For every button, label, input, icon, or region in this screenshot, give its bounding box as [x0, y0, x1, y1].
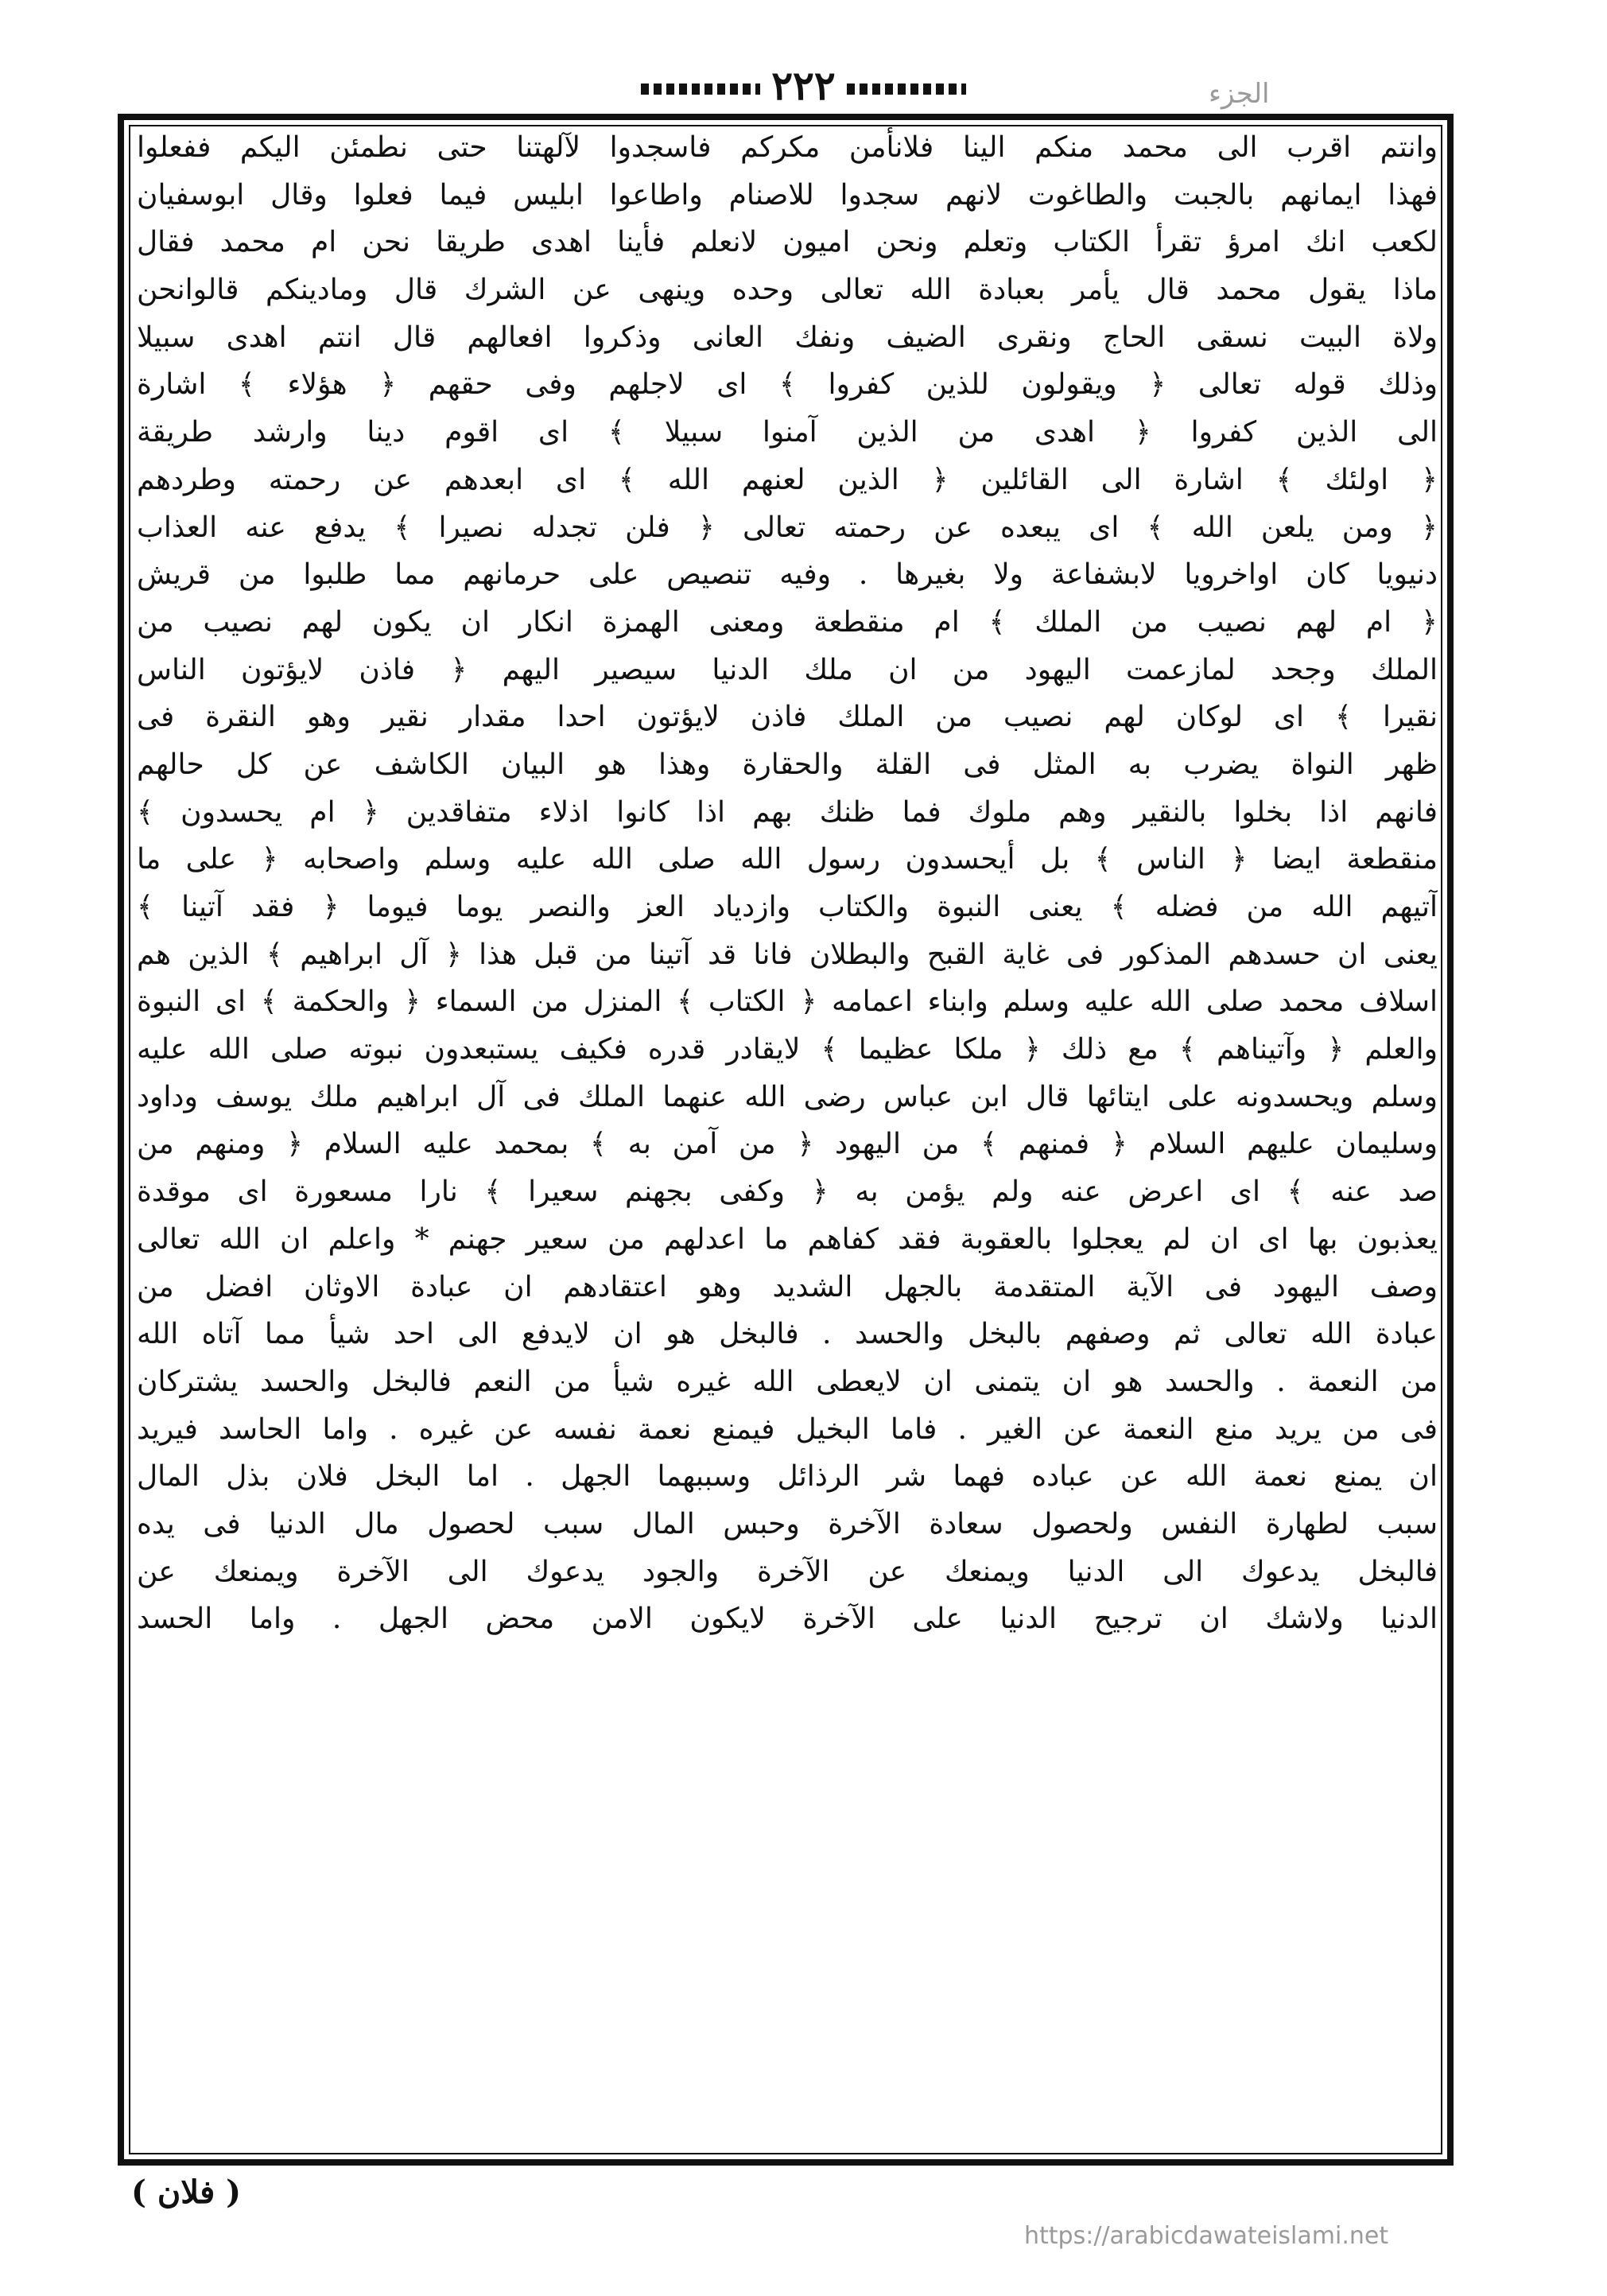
text-line: عبادة الله تعالى ثم وصفهم بالبخل والحسد . فالبخل هو ان لايدفع الى احد شيأ مما آتاه الله [137, 1318, 1438, 1351]
page-number [0, 62, 1607, 109]
text-line: ﴿ اولئك ﴾ اشارة الى القائلين ﴿ الذين لعنهم الله ﴾ اى ابعدهم عن رحمته وطردهم [137, 463, 1438, 496]
ornament-left-icon [641, 84, 760, 95]
text-line: لكعب انك امرؤ تقرأ الكتاب وتعلم ونحن اميون لانعلم فأينا اهدى طريقا نحن ام محمد فقال [137, 226, 1438, 259]
text-line: يعنى ان حسدهم المذكور فى غاية القبح والبطلان فانا قد آتينا من قبل هذا ﴿ آل ابراهيم ﴾ الذين هم [137, 938, 1438, 971]
text-line: وسليمان عليهم السلام ﴿ فمنهم ﴾ من اليهود ﴿ من آمن به ﴾ بمحمد عليه السلام ﴿ ومنهم من [137, 1128, 1438, 1161]
text-line: سبب لطهارة النفس ولحصول سعادة الآخرة وحبس المال سبب لحصول مال الدنيا فى يده [137, 1507, 1438, 1540]
text-line: وصف اليهود فى الآية المتقدمة بالجهل الشديد وهو اعتقادهم ان عبادة الاوثان افضل من [137, 1270, 1438, 1303]
text-line: الملك وجحد لمازعمت اليهود من ان ملك الدنيا سيصير اليهم ﴿ فاذن لايؤتون الناس [137, 653, 1438, 686]
text-line: فانهم اذا بخلوا بالنقير وهم ملوك فما ظنك بهم اذا كانوا اذلاء متفاقدين ﴿ ام يحسدون ﴾ [137, 795, 1438, 829]
text-line: فالبخل يدعوك الى الدنيا ويمنعك عن الآخرة والجود يدعوك الى الآخرة ويمنعك عن [137, 1555, 1438, 1588]
catchword: ( فلان ) [131, 2174, 242, 2211]
text-line: والعلم ﴿ وآتيناهم ﴾ مع ذلك ﴿ ملكا عظيما ﴾ لايقادر قدره فكيف يستبعدون نبوته صلى الله عليه [137, 1033, 1438, 1066]
text-line: ولاة البيت نسقى الحاج ونقرى الضيف ونفك العانى وذكروا افعالهم قال انتم اهدى سبيلا [137, 321, 1438, 354]
ornament-right-icon [847, 84, 966, 95]
text-line: آتيهم الله من فضله ﴾ يعنى النبوة والكتاب وازدياد العز والنصر يوما فيوما ﴿ فقد آتينا ﴾ [137, 891, 1438, 923]
text-line: ماذا يقول محمد قال يأمر بعبادة الله تعالى وحده وينهى عن الشرك قال ومادينكم قالوانحن [137, 274, 1438, 307]
text-line: وذلك قوله تعالى ﴿ ويقولون للذين كفروا ﴾ اى لاجلهم وفى حقهم ﴿ هؤلاء ﴾ اشارة [137, 368, 1438, 402]
text-line: من النعمة . والحسد هو ان يتمنى ان لايعطى الله غيره شيأ من النعم فالبخل والحسد يشتركان [137, 1365, 1438, 1398]
text-line: ﴿ ومن يلعن الله ﴾ اى يبعده عن رحمته تعالى ﴿ فلن تجدله نصيرا ﴾ يدفع عنه العذاب [137, 511, 1438, 544]
source-url[interactable]: https://arabicdawateislami.net [1024, 2222, 1389, 2250]
text-line: الدنيا ولاشك ان ترجيح الدنيا على الآخرة لايكون الامن محض الجهل . واما الحسد [137, 1603, 1438, 1636]
text-line: ان يمنع نعمة الله عن عباده فهما شر الرذائل وسببهما الجهل . اما البخل فلان بذل المال [137, 1460, 1438, 1494]
text-line: فى من يريد منع النعمة عن الغير . فاما البخيل فيمنع نعمة نفسه عن غيره . واما الحاسد فيريد [137, 1412, 1438, 1446]
text-line: منقطعة ايضا ﴿ الناس ﴾ بل أيحسدون رسول الله صلى الله عليه وسلم واصحابه ﴿ على ما [137, 843, 1438, 876]
text-line: ظهر النواة يضرب به المثل فى القلة والحقارة وهذا هو البيان الكاشف عن كل حالهم [137, 748, 1438, 781]
running-header-mark: الجزء [1209, 78, 1270, 110]
text-line: فهذا ايمانهم بالجبت والطاغوت لانهم سجدوا للاصنام واطاعوا ابليس فيما فعلوا وقال ابوسفيان [137, 178, 1438, 212]
text-line: ﴿ ام لهم نصيب من الملك ﴾ ام منقطعة ومعنى الهمزة انكار ان يكون لهم نصيب من [137, 605, 1438, 639]
text-line: يعذبون بها اى ان لم يعجلوا بالعقوبة فقد كفاهم ما اعدلهم من سعير جهنم * واعلم ان الله تعالى [137, 1222, 1438, 1256]
text-body [137, 124, 1438, 2150]
text-line: اسلاف محمد صلى الله عليه وسلم وابناء اعمامه ﴿ الكتاب ﴾ المنزل من السماء ﴿ والحكمة ﴾ اى النبوة [137, 985, 1438, 1019]
text-line: نقيرا ﴾ اى لوكان لهم نصيب من الملك فاذن لايؤتون احدا مقدار نقير وهو النقرة فى [137, 701, 1438, 734]
text-line: دنيويا كان اواخرويا لابشفاعة ولا بغيرها . وفيه تنصيص على حرمانهم مما طلبوا من قريش [137, 558, 1438, 592]
text-line: صد عنه ﴾ اى اعرض عنه ولم يؤمن به ﴿ وكفى بجهنم سعيرا ﴾ نارا مسعورة اى موقدة [137, 1175, 1438, 1209]
page-number-text: ۲۲۲ [771, 62, 836, 109]
text-line: وانتم اقرب الى محمد منكم الينا فلانأمن مكركم فاسجدوا لآلهتنا حتى نطمئن اليكم ففعلوا [137, 131, 1438, 164]
text-line: وسلم ويحسدونه على ايتائها قال ابن عباس رضى الله عنهما الملك فى آل ابراهيم ملك يوسف وداود [137, 1080, 1438, 1113]
text-line: الى الذين كفروا ﴿ اهدى من الذين آمنوا سبيلا ﴾ اى اقوم دينا وارشد طريقة [137, 416, 1438, 449]
